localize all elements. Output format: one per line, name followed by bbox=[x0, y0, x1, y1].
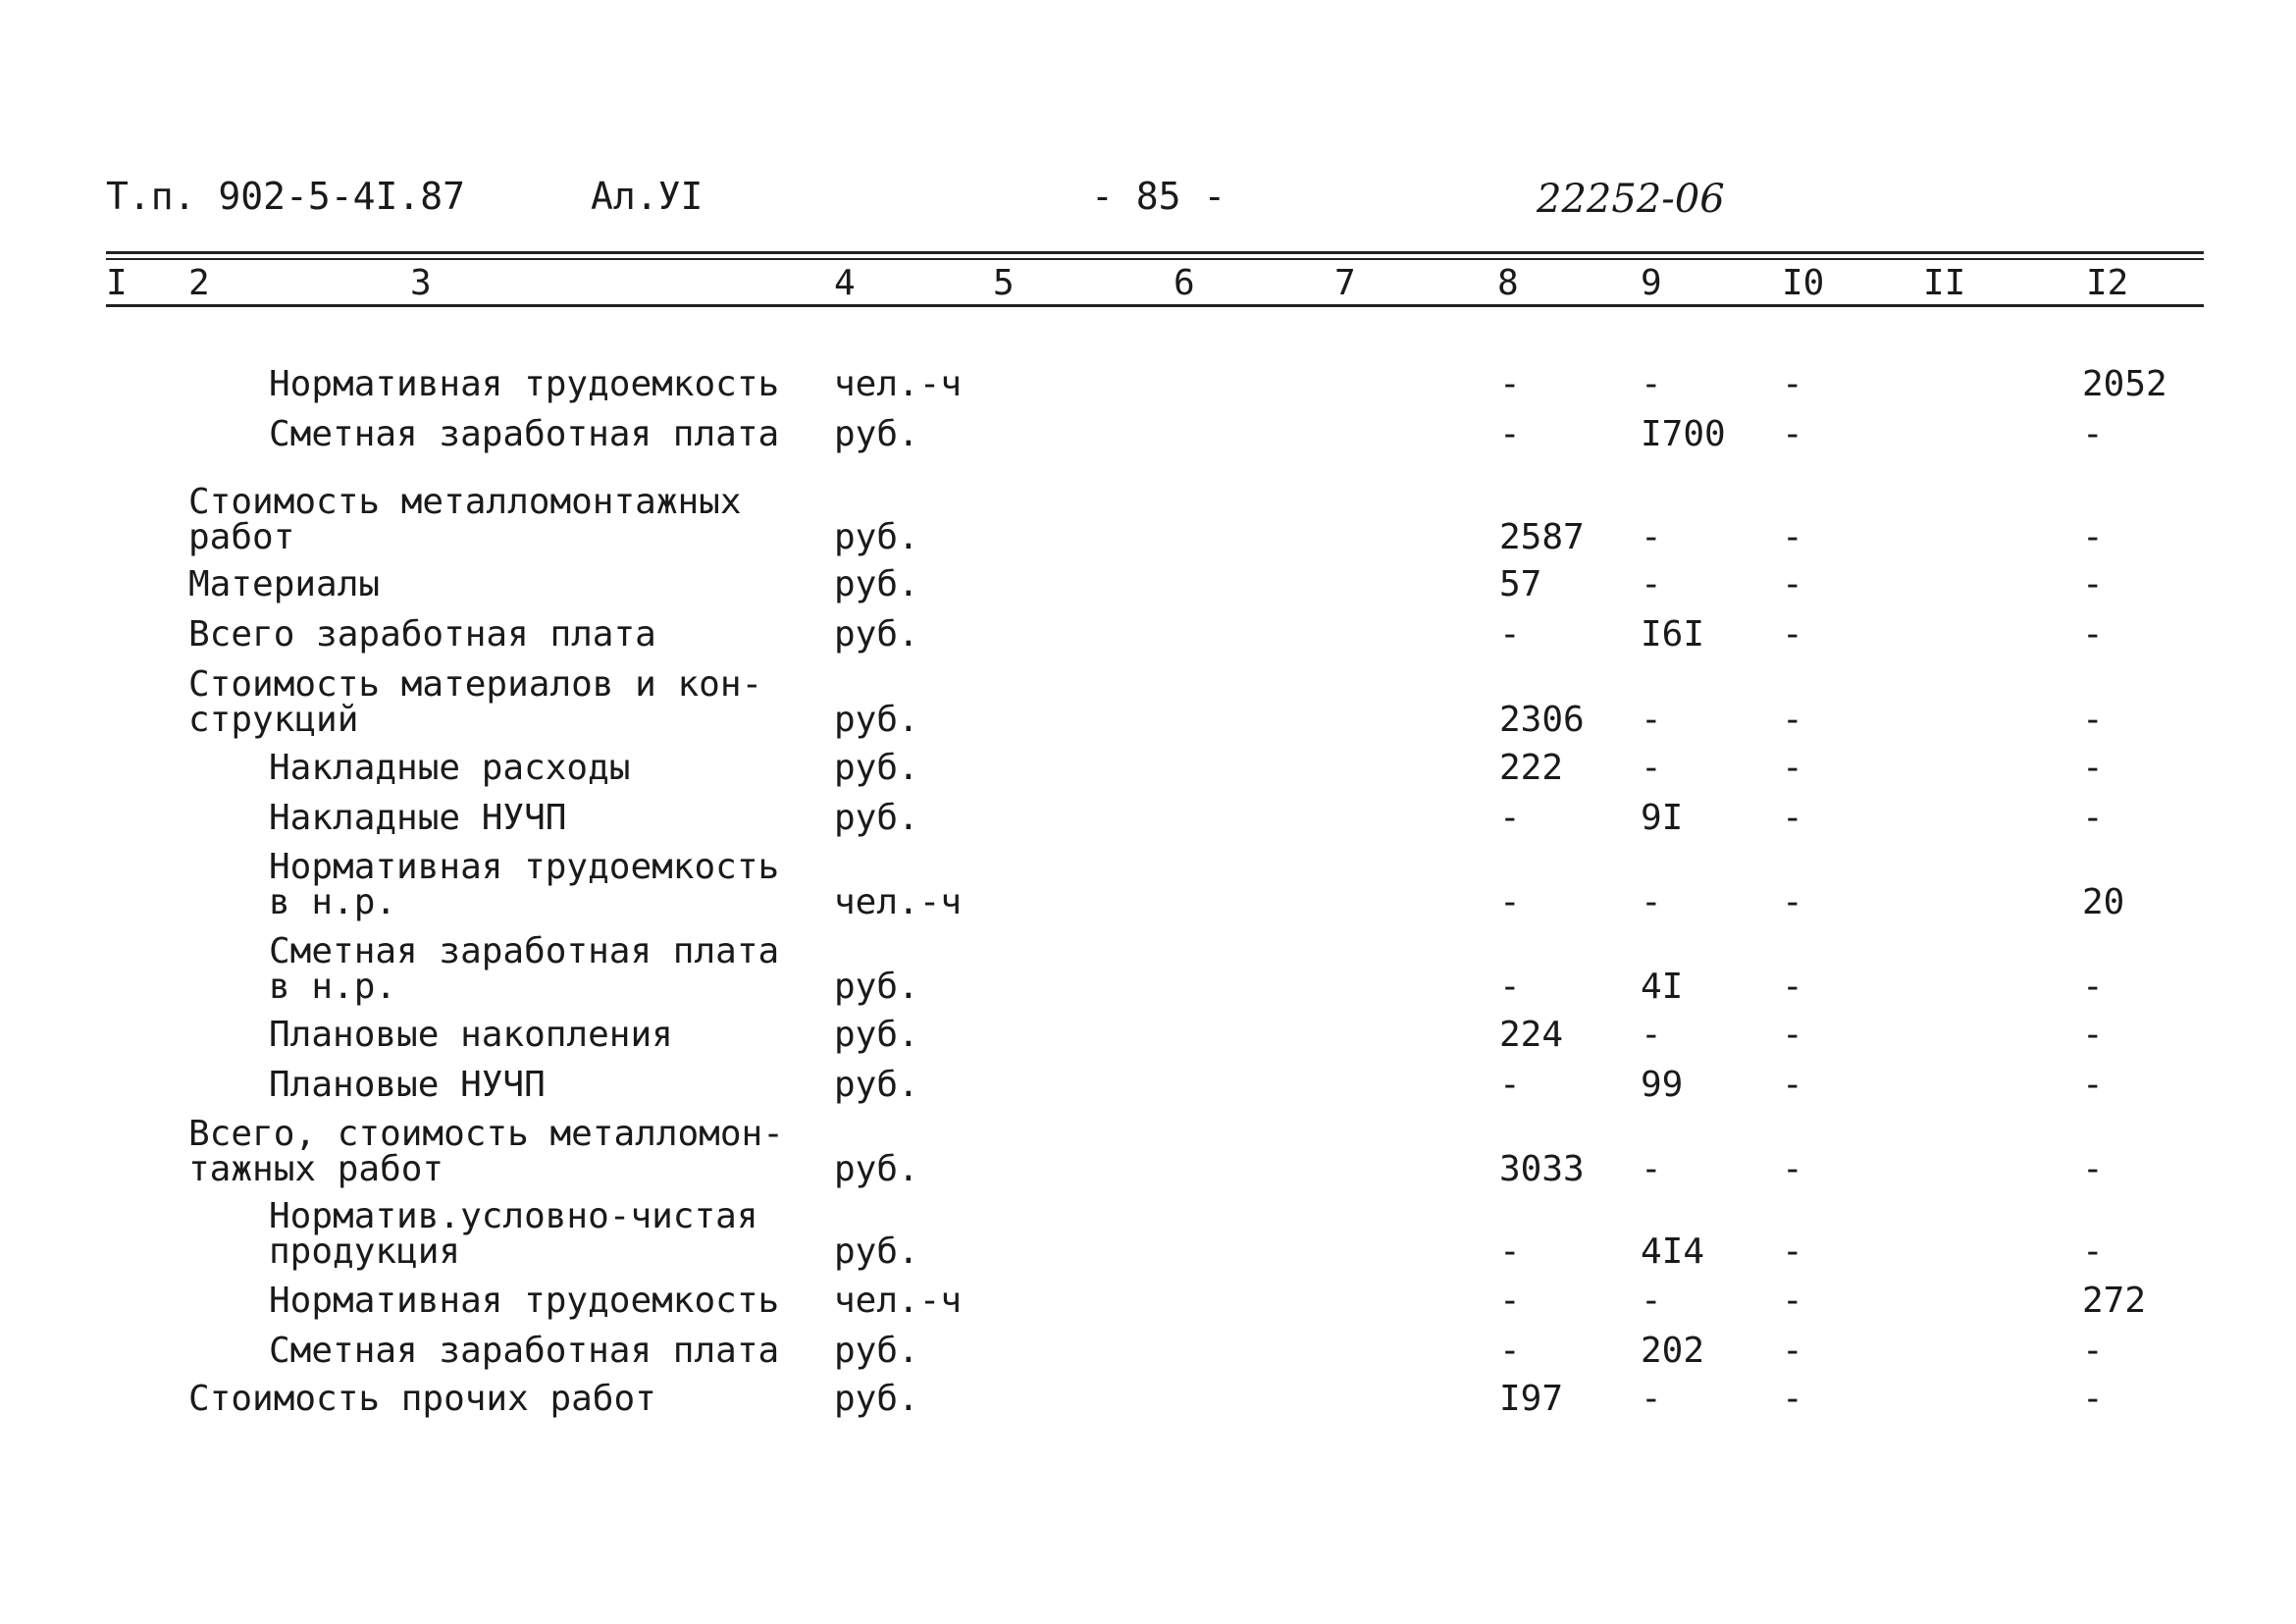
row-name: Всего, стоимость металломон- тажных работ bbox=[188, 1114, 784, 1189]
row-name: Плановые НУЧП bbox=[269, 1065, 546, 1105]
row-unit: руб. bbox=[834, 1379, 919, 1419]
row-value-col9: - bbox=[1641, 517, 1662, 557]
album-number: Ал.УI bbox=[591, 175, 704, 218]
row-value-col12: - bbox=[2082, 564, 2104, 604]
row-value-col12: 20 bbox=[2082, 882, 2125, 922]
column-number: 4 bbox=[834, 263, 856, 303]
row-value-col10: - bbox=[1782, 882, 1803, 922]
page-number: - 85 - bbox=[1091, 175, 1226, 218]
row-value-col10: - bbox=[1782, 1331, 1803, 1371]
row-unit: чел.-ч bbox=[834, 364, 963, 404]
row-unit: руб. bbox=[834, 1015, 919, 1055]
row-value-col12: 272 bbox=[2082, 1281, 2147, 1321]
row-name: Сметная заработная плата bbox=[269, 1331, 780, 1371]
row-name: Всего заработная плата bbox=[188, 614, 656, 655]
row-name: Сметная заработная плата в н.р. bbox=[269, 931, 780, 1007]
row-value-col8: 57 bbox=[1499, 564, 1542, 604]
row-value-col12: - bbox=[2082, 1149, 2104, 1189]
column-number: 6 bbox=[1174, 263, 1195, 303]
column-number: 8 bbox=[1497, 263, 1519, 303]
column-number: 9 bbox=[1641, 263, 1662, 303]
row-unit: руб. bbox=[834, 564, 919, 604]
column-number: II bbox=[1923, 263, 1966, 303]
row-name: Норматив.условно-чистая продукция bbox=[269, 1196, 758, 1272]
row-value-col9: - bbox=[1641, 748, 1662, 788]
row-value-col12: - bbox=[2082, 1379, 2104, 1419]
column-number: 7 bbox=[1334, 263, 1356, 303]
row-value-col8: 222 bbox=[1499, 748, 1564, 788]
header-rule-secondary bbox=[106, 258, 2204, 260]
row-value-col10: - bbox=[1782, 564, 1803, 604]
column-number: I2 bbox=[2086, 263, 2129, 303]
row-value-col10: - bbox=[1782, 1015, 1803, 1055]
row-value-col9: I6I bbox=[1641, 614, 1705, 655]
column-number: 3 bbox=[410, 263, 432, 303]
row-value-col8: - bbox=[1499, 1281, 1521, 1321]
row-name: Стоимость материалов и кон- струкций bbox=[188, 664, 763, 740]
header-rule bbox=[106, 251, 2204, 254]
row-value-col9: - bbox=[1641, 700, 1662, 740]
column-number: I0 bbox=[1782, 263, 1825, 303]
row-value-col9: - bbox=[1641, 1281, 1662, 1321]
row-value-col8: - bbox=[1499, 364, 1521, 404]
row-unit: руб. bbox=[834, 1331, 919, 1371]
row-value-col10: - bbox=[1782, 967, 1803, 1007]
row-value-col10: - bbox=[1782, 1149, 1803, 1189]
row-unit: руб. bbox=[834, 700, 919, 740]
row-name: Плановые накопления bbox=[269, 1015, 673, 1055]
row-unit: руб. bbox=[834, 614, 919, 655]
row-value-col9: - bbox=[1641, 882, 1662, 922]
row-name: Стоимость металломонтажных работ bbox=[188, 482, 742, 557]
row-value-col12: - bbox=[2082, 1015, 2104, 1055]
row-value-col9: - bbox=[1641, 1149, 1662, 1189]
row-unit: руб. bbox=[834, 1149, 919, 1189]
row-value-col9: 4I4 bbox=[1641, 1231, 1705, 1272]
row-value-col12: - bbox=[2082, 748, 2104, 788]
reference-number: 22252-06 bbox=[1537, 177, 1725, 222]
row-unit: руб. bbox=[834, 1231, 919, 1272]
row-name: Материалы bbox=[188, 564, 381, 604]
row-unit: руб. bbox=[834, 414, 919, 454]
row-value-col8: I97 bbox=[1499, 1379, 1564, 1419]
row-unit: руб. bbox=[834, 798, 919, 838]
row-value-col8: - bbox=[1499, 1065, 1521, 1105]
row-value-col9: - bbox=[1641, 1379, 1662, 1419]
row-value-col12: - bbox=[2082, 517, 2104, 557]
row-name: Нормативная трудоемкость в н.р. bbox=[269, 847, 780, 922]
column-number: 2 bbox=[188, 263, 210, 303]
row-name: Стоимость прочих работ bbox=[188, 1379, 656, 1419]
row-value-col8: - bbox=[1499, 798, 1521, 838]
row-value-col9: 99 bbox=[1641, 1065, 1684, 1105]
row-value-col12: - bbox=[2082, 1331, 2104, 1371]
row-unit: руб. bbox=[834, 517, 919, 557]
row-value-col10: - bbox=[1782, 614, 1803, 655]
row-name: Накладные НУЧП bbox=[269, 798, 567, 838]
row-value-col8: - bbox=[1499, 414, 1521, 454]
row-value-col10: - bbox=[1782, 798, 1803, 838]
row-name: Накладные расходы bbox=[269, 748, 631, 788]
row-value-col9: I700 bbox=[1641, 414, 1726, 454]
row-value-col8: - bbox=[1499, 1331, 1521, 1371]
row-value-col8: - bbox=[1499, 967, 1521, 1007]
row-value-col9: 202 bbox=[1641, 1331, 1705, 1371]
row-value-col8: - bbox=[1499, 1231, 1521, 1272]
row-value-col10: - bbox=[1782, 364, 1803, 404]
row-name: Нормативная трудоемкость bbox=[269, 364, 780, 404]
row-value-col9: 9I bbox=[1641, 798, 1684, 838]
column-numbers-rule bbox=[106, 304, 2204, 307]
row-unit: руб. bbox=[834, 1065, 919, 1105]
row-value-col10: - bbox=[1782, 748, 1803, 788]
row-value-col10: - bbox=[1782, 700, 1803, 740]
row-value-col10: - bbox=[1782, 1379, 1803, 1419]
row-name: Сметная заработная плата bbox=[269, 414, 780, 454]
row-value-col9: - bbox=[1641, 564, 1662, 604]
row-unit: руб. bbox=[834, 748, 919, 788]
row-value-col8: - bbox=[1499, 882, 1521, 922]
row-value-col12: - bbox=[2082, 798, 2104, 838]
row-value-col12: - bbox=[2082, 1231, 2104, 1272]
row-unit: чел.-ч bbox=[834, 1281, 963, 1321]
column-number: I bbox=[106, 263, 128, 303]
row-value-col8: 3033 bbox=[1499, 1149, 1585, 1189]
row-unit: руб. bbox=[834, 967, 919, 1007]
row-value-col9: - bbox=[1641, 1015, 1662, 1055]
row-value-col12: - bbox=[2082, 414, 2104, 454]
row-value-col8: 2306 bbox=[1499, 700, 1585, 740]
row-value-col8: 2587 bbox=[1499, 517, 1585, 557]
row-name: Нормативная трудоемкость bbox=[269, 1281, 780, 1321]
row-value-col10: - bbox=[1782, 1065, 1803, 1105]
row-value-col8: 224 bbox=[1499, 1015, 1564, 1055]
row-value-col12: - bbox=[2082, 700, 2104, 740]
row-value-col8: - bbox=[1499, 614, 1521, 655]
row-value-col12: - bbox=[2082, 967, 2104, 1007]
row-value-col10: - bbox=[1782, 414, 1803, 454]
row-value-col10: - bbox=[1782, 1231, 1803, 1272]
document-code: Т.п. 902-5-4I.87 bbox=[106, 175, 466, 218]
row-value-col10: - bbox=[1782, 1281, 1803, 1321]
row-unit: чел.-ч bbox=[834, 882, 963, 922]
row-value-col12: 2052 bbox=[2082, 364, 2167, 404]
row-value-col9: - bbox=[1641, 364, 1662, 404]
row-value-col9: 4I bbox=[1641, 967, 1684, 1007]
column-number: 5 bbox=[993, 263, 1015, 303]
row-value-col12: - bbox=[2082, 1065, 2104, 1105]
row-value-col10: - bbox=[1782, 517, 1803, 557]
row-value-col12: - bbox=[2082, 614, 2104, 655]
